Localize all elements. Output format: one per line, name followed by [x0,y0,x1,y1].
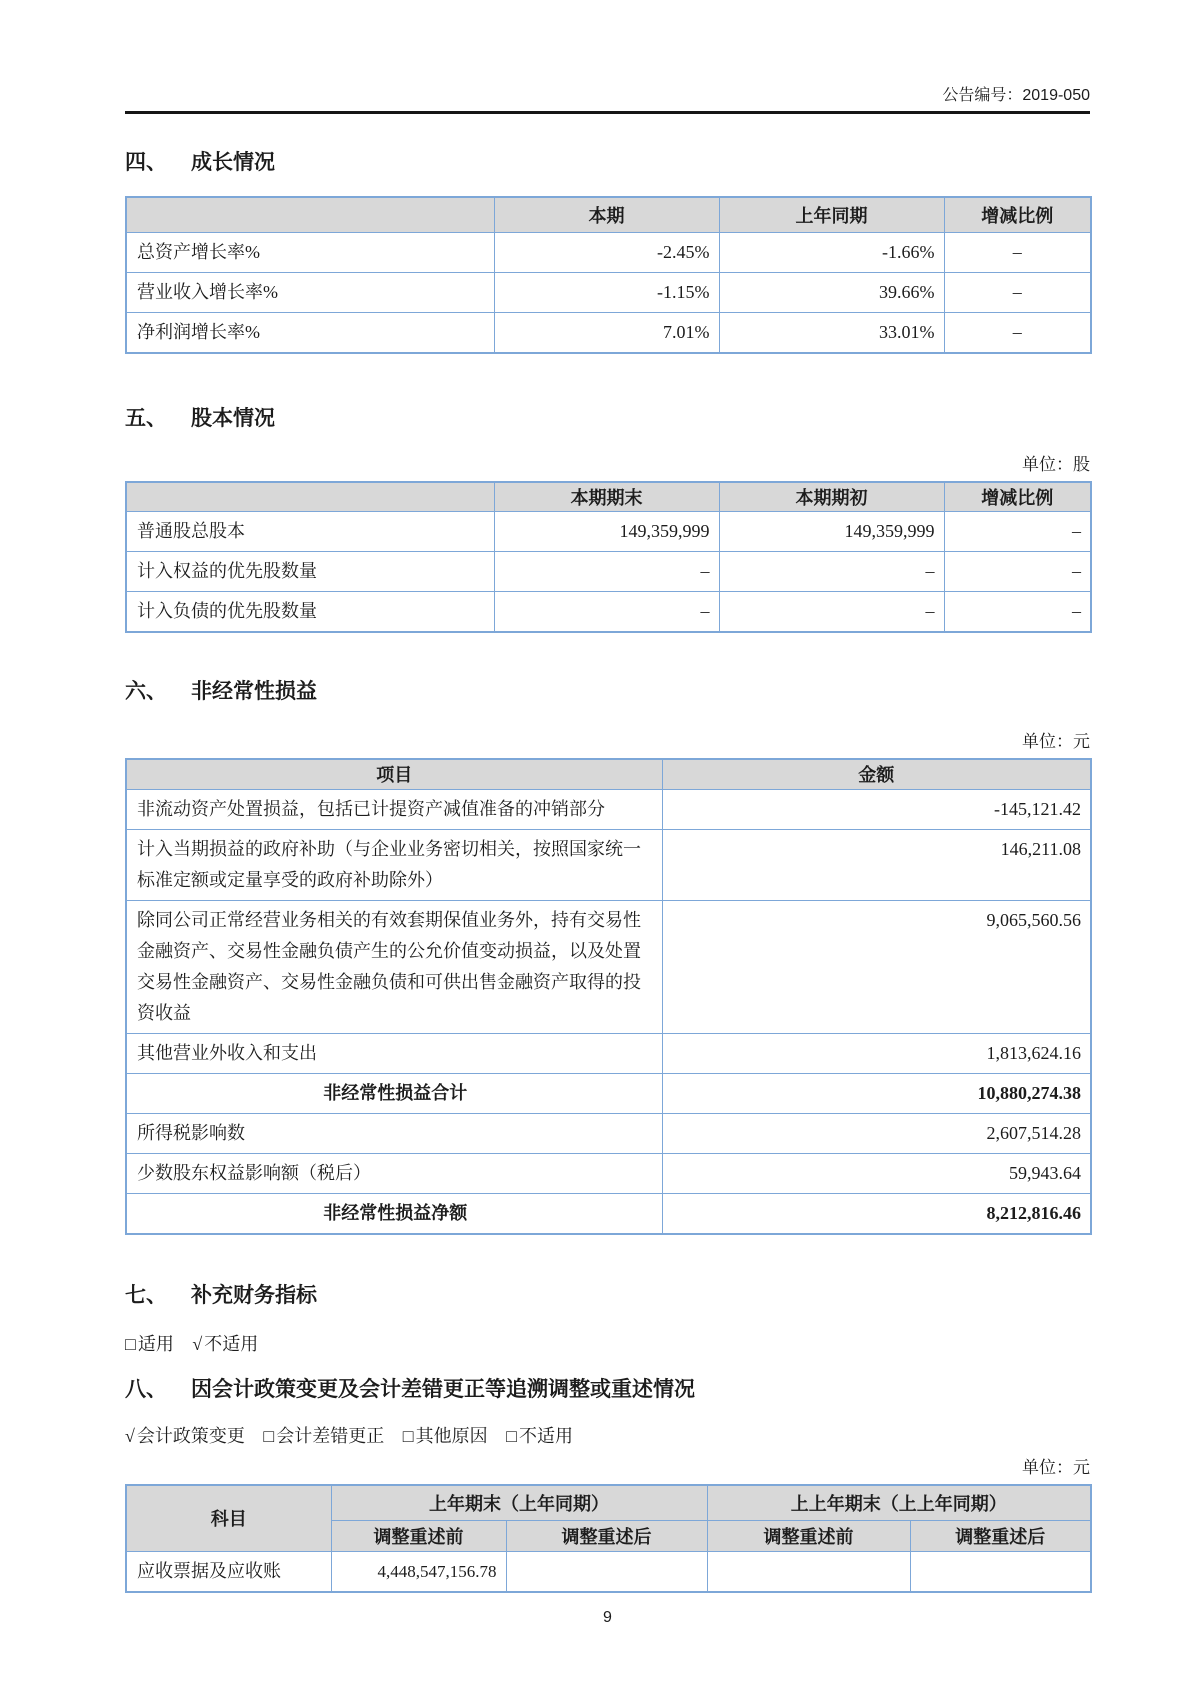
cell-value: 7.01% [494,312,719,353]
row-label: 所得税影响数 [126,1113,662,1153]
cell-value: 8,212,816.46 [662,1193,1091,1234]
section-supplementary-heading [125,1283,1090,1309]
column-header-blank [126,482,494,512]
header-rule [125,111,1090,114]
cell-value: – [719,552,944,592]
table-row [126,592,1091,633]
table-row [126,512,1091,552]
cell-value: – [719,592,944,633]
row-label: 非经常性损益合计 [126,1073,662,1113]
unit-label-yuan: 单位：元 [1022,1457,1090,1477]
column-header-period-end: 本期期末 [494,482,719,512]
doc-number-value: 2019-050 [1022,87,1090,104]
table-row [126,312,1091,353]
checkbox-checked-icon: √ [192,1333,203,1354]
table-row [126,1153,1091,1193]
row-label: 计入权益的优先股数量 [126,552,494,592]
row-label: 净利润增长率% [126,312,494,353]
column-group-prior-year: 上年期末（上年同期） [331,1485,707,1521]
column-header-before-restate: 调整重述前 [707,1521,910,1552]
table-row [126,232,1091,272]
row-label: 其他营业外收入和支出 [126,1033,662,1073]
cell-value: 1,813,624.16 [662,1033,1091,1073]
table-row [126,789,1091,829]
row-label: 除同公司正常经营业务相关的有效套期保值业务外，持有交易性金融资产、交易性金融负债产生的公允价值变动损益，以及处置交易性金融资产、交易性金融负债和可供出售金融资产取得的投资收益 [126,900,662,1033]
cell-value [506,1552,707,1593]
equity-header-row [126,482,1091,512]
table-row [126,272,1091,312]
section-nonrecurring-number: 六、 [125,680,167,703]
cell-value: – [944,232,1091,272]
table-row [126,829,1091,900]
checkbox-not-applicable: √ 不适用 [192,1333,259,1354]
cell-value: 4,448,547,156.78 [331,1552,506,1593]
table-row-subtotal [126,1073,1091,1113]
doc-number-label: 公告编号： [942,87,1023,104]
row-label: 非经常性损益净额 [126,1193,662,1234]
section-nonrecurring-heading [125,679,1090,705]
cell-value: 149,359,999 [494,512,719,552]
checkbox-not-applicable: □ 不适用 [506,1425,574,1446]
supplementary-options [125,1333,1090,1355]
section-supplementary-title: 补充财务指标 [191,1283,317,1307]
table-row-total [126,1193,1091,1234]
row-label: 普通股总股本 [126,512,494,552]
checkbox-empty-icon: □ [125,1333,136,1354]
cell-value: 149,359,999 [719,512,944,552]
doc-header [125,82,1090,105]
section-growth-number: 四、 [125,151,167,174]
cell-value [707,1552,910,1593]
section-growth-title: 成长情况 [191,151,275,174]
cell-value: – [494,592,719,633]
nonrecurring-table [125,758,1092,1235]
table-row [126,552,1091,592]
column-header-after-restate: 调整重述后 [910,1521,1091,1552]
cell-value: 10,880,274.38 [662,1073,1091,1113]
table-row [126,900,1091,1033]
cell-value: 59,943.64 [662,1153,1091,1193]
section-equity-number: 五、 [125,406,167,430]
cell-value: -1.66% [719,232,944,272]
cell-value: – [944,552,1091,592]
section-equity-heading [125,406,1090,432]
checkbox-empty-icon: □ [263,1425,275,1446]
growth-header-row [126,197,1091,232]
column-header-change: 增减比例 [944,197,1091,232]
checkbox-policy-change: √ 会计政策变更 [125,1425,245,1446]
checkbox-error-correction: □ 会计差错更正 [263,1425,385,1446]
column-header-current: 本期 [494,197,719,232]
page-number: 9 [603,1609,612,1626]
table-row [126,1033,1091,1073]
row-label: 营业收入增长率% [126,272,494,312]
column-header-amount: 金额 [662,759,1091,789]
row-label: 总资产增长率% [126,232,494,272]
checkbox-other-reason: □ 其他原因 [402,1425,488,1446]
section-growth-heading [125,150,1090,176]
table-row [126,1552,1091,1593]
section-equity-title: 股本情况 [191,406,275,430]
row-label: 计入负债的优先股数量 [126,592,494,633]
cell-value: -1.15% [494,272,719,312]
cell-value: 146,211.08 [662,829,1091,900]
row-label: 计入当期损益的政府补助（与企业业务密切相关，按照国家统一标准定额或定量享受的政府补助除外） [126,829,662,900]
checkbox-empty-icon: □ [506,1425,518,1446]
cell-value: -2.45% [494,232,719,272]
unit-label-yuan: 单位：元 [1022,732,1090,751]
checkbox-checked-icon: √ [125,1425,135,1446]
table-row [126,1113,1091,1153]
cell-value: – [944,512,1091,552]
column-header-subject: 科目 [126,1485,331,1552]
cell-value: – [494,552,719,592]
column-header-period-begin: 本期期初 [719,482,944,512]
cell-value [910,1552,1091,1593]
cell-value: – [944,272,1091,312]
section-restatement-number: 八、 [125,1377,167,1401]
row-label: 非流动资产处置损益，包括已计提资产减值准备的冲销部分 [126,789,662,829]
column-header-change: 增减比例 [944,482,1091,512]
checkbox-applicable: □ 适用 [125,1333,174,1354]
unit-label-shares: 单位：股 [1022,454,1090,474]
row-label: 少数股东权益影响额（税后） [126,1153,662,1193]
restatement-table [125,1484,1092,1594]
cell-value: -145,121.42 [662,789,1091,829]
column-header-after-restate: 调整重述后 [506,1521,707,1552]
restatement-options [125,1425,1090,1447]
cell-value: 33.01% [719,312,944,353]
checkbox-empty-icon: □ [402,1425,414,1446]
cell-value: – [944,592,1091,633]
equity-table [125,481,1092,634]
cell-value: 2,607,514.28 [662,1113,1091,1153]
section-restatement-heading [125,1377,1090,1403]
section-restatement-title: 因会计政策变更及会计差错更正等追溯调整或重述情况 [191,1377,695,1401]
row-label: 应收票据及应收账 [126,1552,331,1593]
column-header-blank [126,197,494,232]
section-supplementary-number: 七、 [125,1283,167,1307]
column-group-year-before: 上上年期末（上上年同期） [707,1485,1091,1521]
nonrecurring-header-row [126,759,1091,789]
cell-value: 39.66% [719,272,944,312]
column-header-before-restate: 调整重述前 [331,1521,506,1552]
restatement-group-header-row [126,1485,1091,1521]
column-header-prior: 上年同期 [719,197,944,232]
growth-table [125,196,1092,354]
section-nonrecurring-title: 非经常性损益 [191,680,317,703]
cell-value: – [944,312,1091,353]
cell-value: 9,065,560.56 [662,900,1091,1033]
column-header-item: 项目 [126,759,662,789]
